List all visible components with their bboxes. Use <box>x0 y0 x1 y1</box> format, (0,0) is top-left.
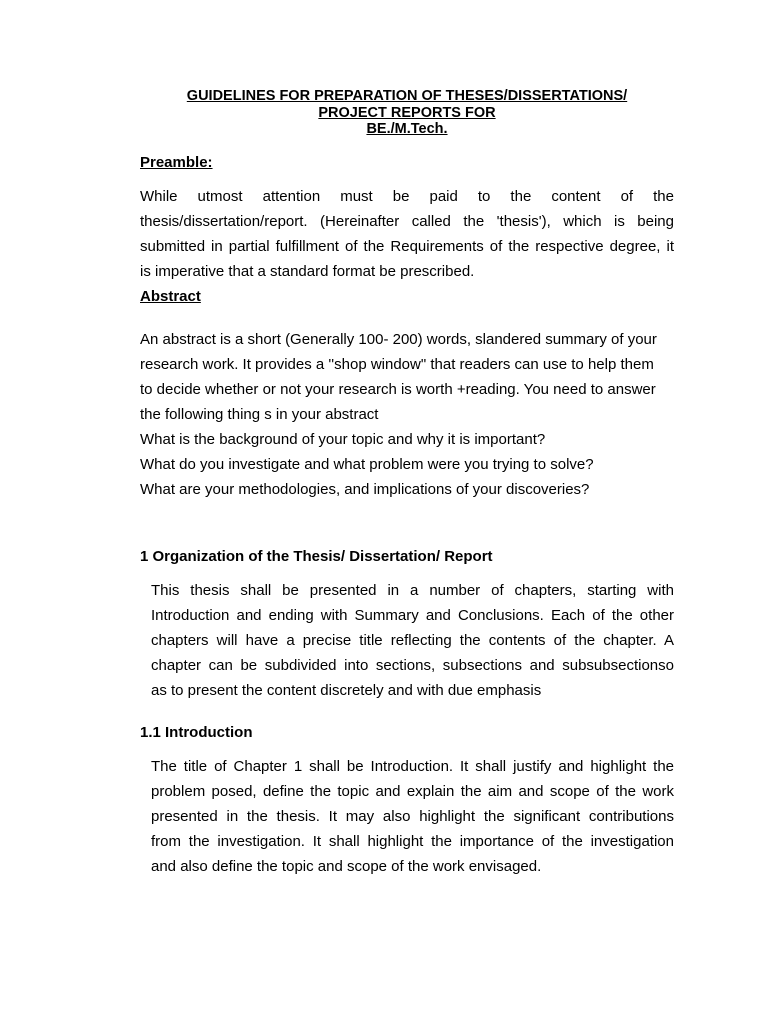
section-1-1-line-4: from the investigation. It shall highlight the importance of the investigation <box>151 833 674 850</box>
title-line-3: BE./M.Tech. <box>366 121 448 137</box>
title-line-2: PROJECT REPORTS FOR <box>318 104 496 121</box>
section-1-1-heading: 1.1 Introduction <box>140 724 253 741</box>
section-1-paragraph <box>151 578 674 703</box>
preamble-line-4: is imperative that a standard format be prescribed. <box>140 263 475 280</box>
section-1-1-line-5: and also define the topic and scope of the work envisaged. <box>151 858 542 875</box>
abstract-paragraph <box>140 327 674 502</box>
abstract-question-1: What is the background of your topic and why it is important? <box>140 431 546 448</box>
section-1-heading: 1 Organization of the Thesis/ Dissertation/ Report <box>140 548 493 565</box>
section-1-1-line-3: presented in the thesis. It may also highlight the significant contributions <box>151 808 674 825</box>
section-1-line-4: chapter can be subdivided into sections, subsections and subsubsectionso <box>151 657 674 674</box>
abstract-line-4: the following thing s in your abstract <box>140 406 379 423</box>
abstract-line-2: research work. It provides a ''shop window" that readers can use to help them <box>140 356 654 373</box>
abstract-heading: Abstract <box>140 288 201 305</box>
abstract-line-3: to decide whether or not your research is worth +reading. You need to answer <box>140 381 656 398</box>
preamble-line-2: thesis/dissertation/report. (Hereinafter called the 'thesis'), which is being <box>140 213 674 230</box>
preamble-line-3: submitted in partial fulfillment of the Requirements of the respective degree, it <box>140 238 674 255</box>
abstract-question-2: What do you investigate and what problem were you trying to solve? <box>140 456 594 473</box>
section-1-line-3: chapters will have a precise title reflecting the contents of the chapter. A <box>151 632 674 649</box>
abstract-question-3: What are your methodologies, and implications of your discoveries? <box>140 481 590 498</box>
section-1-line-5: as to present the content discretely and with due emphasis <box>151 682 542 699</box>
section-1-1-line-2: problem posed, define the topic and explain the aim and scope of the work <box>151 783 674 800</box>
document-title <box>140 88 674 138</box>
section-1-line-2: Introduction and ending with Summary and Conclusions. Each of the other <box>151 607 674 624</box>
preamble-heading: Preamble: <box>140 154 213 171</box>
section-1-1-line-1: The title of Chapter 1 shall be Introduction. It shall justify and highlight the <box>151 758 674 775</box>
section-1-line-1: This thesis shall be presented in a number of chapters, starting with <box>151 582 674 599</box>
abstract-line-1: An abstract is a short (Generally 100- 200) words, slandered summary of your <box>140 331 657 348</box>
preamble-line-1: While utmost attention must be paid to the content of the <box>140 188 674 205</box>
title-line-1: GUIDELINES FOR PREPARATION OF THESES/DISSERTATIONS/ <box>186 88 628 104</box>
section-1-1-paragraph <box>151 754 674 879</box>
preamble-paragraph <box>140 184 674 284</box>
